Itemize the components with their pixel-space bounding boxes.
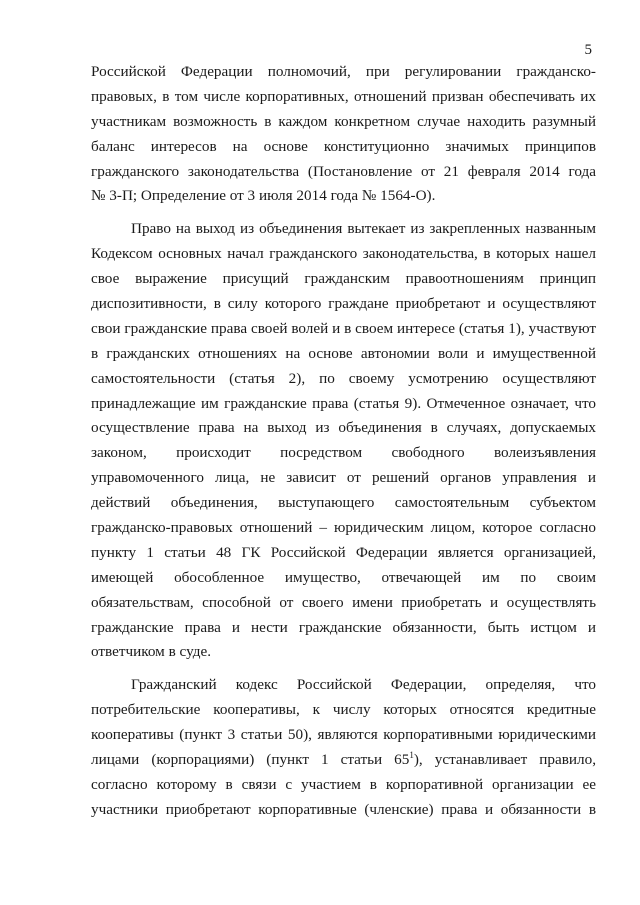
text-line: в гражданских отношениях на основе автономии воли и имущественной (91, 344, 596, 362)
text-line: баланс интересов на основе конституционно значимых принципов (91, 137, 596, 155)
text-line: действий объединения, выступающего самостоятельным субъектом (91, 494, 596, 512)
text-line: потребительские кооперативы, к числу которых относятся кредитные (91, 701, 596, 719)
text-line: участникам возможность в каждом конкретном случае находить разумный (91, 112, 596, 130)
text-segment: ), устанавливает правило, (413, 751, 596, 769)
text-line: свое выражение присущий гражданским правоотношениям принцип (91, 270, 596, 288)
paragraph-3 (91, 673, 596, 822)
text-line: диспозитивности, в силу которого граждане приобретают и осуществляют (91, 295, 596, 313)
document-body (91, 60, 596, 823)
text-line: гражданско-правовых отношений – юридическим лицом, которое согласно (91, 519, 596, 537)
text-line: имеющей обособленное имущество, отвечающей им по своим (91, 568, 596, 586)
text-line: обязательствам, способной от своего имени приобретать и осуществлять (91, 593, 596, 611)
paragraph-1 (91, 60, 596, 209)
page-number: 5 (584, 42, 592, 58)
text-line (91, 748, 596, 773)
text-line: принадлежащие им гражданские права (статья 9). Отмеченное означает, что (91, 394, 596, 412)
text-line: самостоятельности (статья 2), по своему усмотрению осуществляют (91, 369, 596, 387)
text-line: свои гражданские права своей волей и в своем интересе (статья 1), участвуют (91, 319, 596, 337)
text-line: пункту 1 статьи 48 ГК Российской Федерации является организацией, (91, 543, 596, 561)
text-line: кооперативы (пункт 3 статьи 50), являются корпоративными юридическими (91, 726, 596, 744)
text-line: ответчиком в суде. (91, 643, 211, 661)
footnote-superscript: 1 (409, 750, 414, 761)
text-line: осуществление права на выход из объединения в случаях, допускаемых (91, 419, 596, 437)
text-line: управомоченного лица, не зависит от решений органов управления и (91, 469, 596, 487)
text-line: законом, происходит посредством свободного волеизъявления (91, 444, 596, 462)
text-line: правовых, в том числе корпоративных, отношений призван обеспечивать их (91, 87, 596, 105)
text-line: Право на выход из объединения вытекает из закрепленных названным (131, 220, 596, 238)
paragraph-2 (91, 217, 596, 665)
text-line: Российской Федерации полномочий, при регулировании гражданско- (91, 63, 596, 80)
text-line: участники приобретают корпоративные (членские) права и обязанности в (91, 800, 596, 818)
text-line: № 3-П; Определение от 3 июля 2014 года № 1564-О). (91, 187, 436, 205)
text-line: гражданского законодательства (Постановление от 21 февраля 2014 года (91, 162, 596, 180)
text-line: Гражданский кодекс Российской Федерации, определяя, что (131, 676, 596, 694)
text-line: гражданские права и нести гражданские обязанности, быть истцом и (91, 618, 596, 636)
text-segment: лицами (корпорациями) (пункт 1 статьи 65 (91, 751, 410, 769)
text-line: Кодексом основных начал гражданского законодательства, в которых нашел (91, 245, 596, 263)
text-line: согласно которому в связи с участием в корпоративной организации ее (91, 775, 596, 793)
